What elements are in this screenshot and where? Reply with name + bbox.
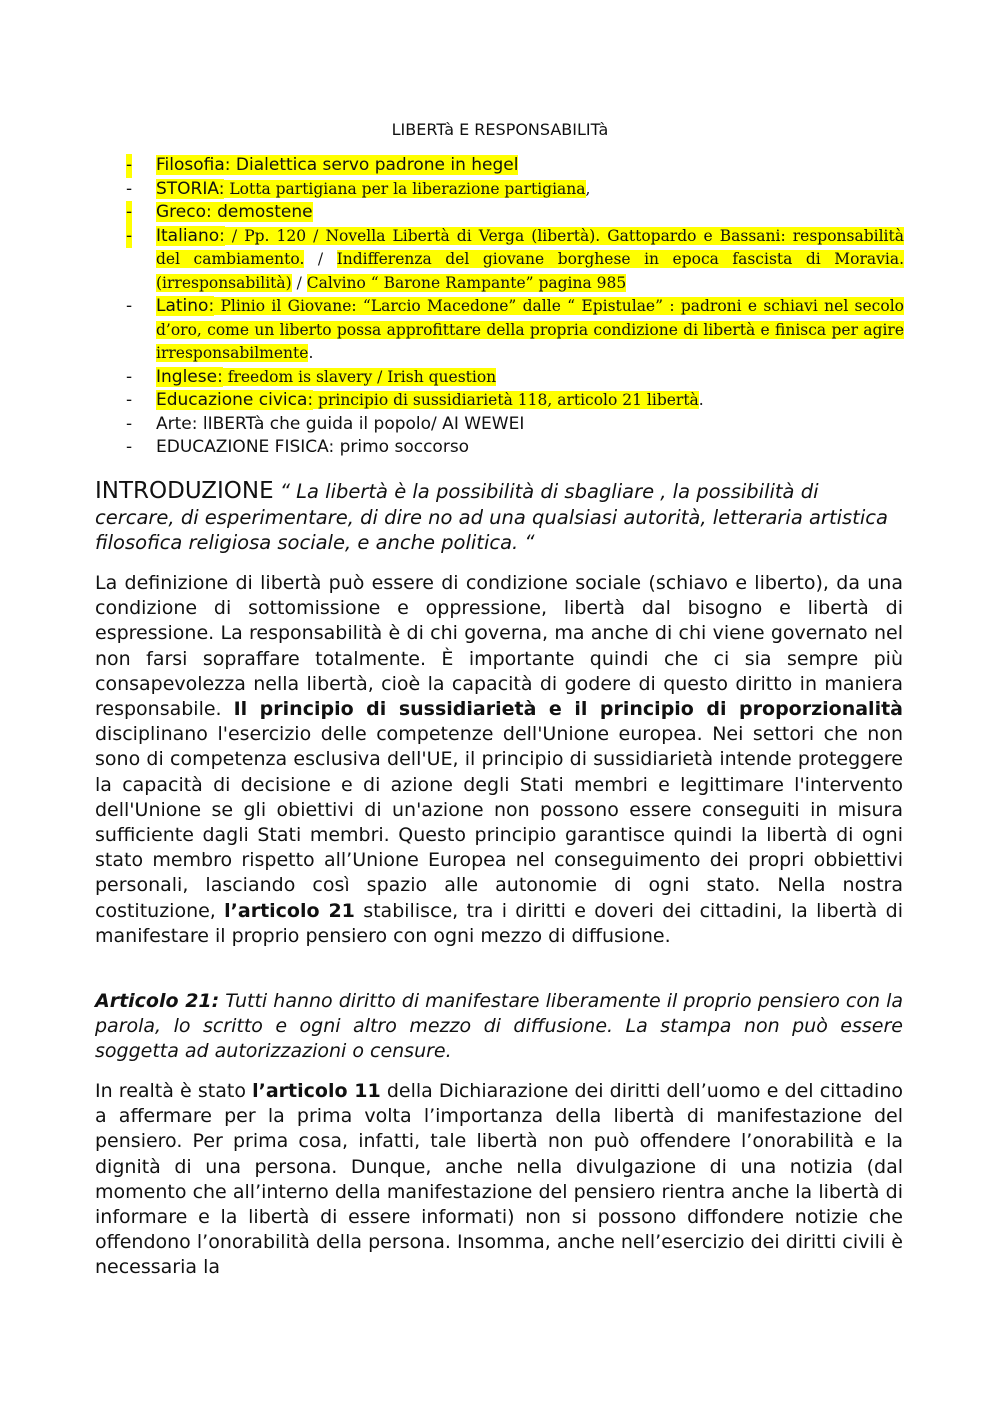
topic-detail: Indifferenza del giovane borghese in epoca fascista di Moravia. (irresponsabilità): [156, 250, 905, 292]
paragraph-definition: [95, 571, 903, 949]
topic-subject: Arte: lIBERTà che guida il popolo/ AI WEWEI: [156, 413, 525, 434]
topic-subject: Italiano:: [156, 225, 225, 246]
topic-subject: Filosofia: Dialettica servo padrone in hegel: [156, 155, 519, 175]
article-label: Articolo 21:: [95, 990, 220, 1012]
paragraph-bold: Il principio di sussidiarietà e il principio di proporzionalità: [233, 698, 903, 721]
topic-subject: Greco: demostene: [156, 202, 313, 222]
article-text: Tutti hanno diritto di manifestare liberamente il proprio pensiero con la parola, lo scritto e ogni altro mezzo di diffusione. La stampa non può essere soggetta ad autorizzazioni o censure.: [95, 990, 903, 1063]
topic-item-italiano: [126, 225, 904, 296]
topic-subject: EDUCAZIONE FISICA: primo soccorso: [156, 437, 470, 457]
introduction: [95, 479, 903, 556]
list-dash: -: [126, 296, 133, 316]
topic-item-educazione-civica: [126, 389, 904, 413]
topic-item-storia: [126, 178, 904, 202]
topic-separator: /: [291, 273, 307, 292]
topic-item-arte: [126, 413, 904, 437]
intro-quote: “ La libertà è la possibilità di sbagliare , la possibilità di cercare, di esperimentare, di dire no ad una qualsiasi autorità, letteraria artistica filosofica religiosa sociale, e anche politica. “: [95, 480, 888, 554]
topic-subject: Inglese:: [156, 366, 223, 387]
topic-subject: Latino:: [156, 296, 215, 316]
list-dash: -: [126, 413, 133, 434]
list-dash: -: [126, 178, 133, 199]
paragraph-article-11: [95, 1079, 903, 1281]
list-dash: -: [126, 225, 132, 249]
topic-list: [126, 154, 904, 460]
topic-subject: STORIA:: [156, 178, 225, 199]
document-title: LIBERTà E RESPONSABILITà: [391, 120, 609, 139]
topic-tail: ,: [585, 179, 591, 198]
topic-item-latino: [126, 295, 904, 366]
topic-detail: principio di sussidiarietà 118, articolo 21 libertà: [313, 391, 699, 409]
list-dash: -: [126, 390, 133, 410]
list-dash: -: [126, 437, 133, 457]
topic-detail: Calvino “ Barone Rampante” pagina 985: [306, 273, 627, 292]
paragraph-bold: l’articolo 11: [252, 1080, 381, 1102]
list-dash: -: [126, 366, 133, 387]
topic-tail: .: [698, 391, 704, 409]
paragraph-text: della Dichiarazione dei diritti dell’uomo e del cittadino a affermare per la prima volta l’importanza della libertà di manifestazione del pensiero. Per prima cosa, infatti, tale libertà non può offendere l’onorabilità e la dignità di una persona. Dunque, anche nella divulgazione di una notizia (dal momento che all’interno della manifestazione del pensiero rientra anche la libertà di informare e la libertà di essere informati) non si possono diffondere notizie che offendono l’onorabilità della persona. Insomma, anche nell’esercizio dei diritti civili è necessaria la: [95, 1080, 903, 1279]
article-21-quote: [95, 989, 903, 1065]
topic-item-educazione-fisica: [126, 436, 904, 460]
list-dash: -: [126, 154, 132, 178]
topic-item-filosofia: [126, 154, 904, 178]
intro-heading: INTRODUZIONE: [95, 478, 274, 504]
topic-item-inglese: [126, 366, 904, 390]
paragraph-text: stabilisce, tra i diritti e doveri dei cittadini, la libertà di manifestare il proprio pensiero con ogni mezzo di diffusione.: [95, 899, 903, 947]
paragraph-text: In realtà è stato: [95, 1080, 253, 1102]
paragraph-bold: l’articolo 21: [224, 899, 355, 922]
topic-item-greco: [126, 201, 904, 225]
paragraph-text: disciplinano l'esercizio delle competenze dell'Unione europea. Nei settori che non sono di competenza esclusiva dell'UE, il principio di sussidiarietà intende proteggere la capacità di decisione e di azione degli Stati membri e legittimare l'intervento dell'Unione se gli obiettivi di un'azione non possono essere conseguiti in misura sufficiente dagli Stati membri. Questo principio garantisce quindi la libertà di ogni stato membro rispetto all’Unione Europea nel conseguimento dei propri obbiettivi personali, lasciando così spazio alle autonomie di ogni stato. Nella nostra costituzione,: [95, 723, 903, 922]
topic-detail: freedom is slavery / Irish question: [222, 367, 497, 386]
list-dash: -: [126, 201, 132, 225]
topic-detail: / Pp. 120 / Novella Libertà di Verga (libertà). Gattopardo e Bassani: responsabilità del cambiamento.: [156, 226, 904, 268]
topic-subject: Educazione civica:: [156, 390, 314, 410]
topic-detail: Lotta partigiana per la liberazione partigiana: [224, 179, 586, 198]
topic-detail: Plinio il Giovane: “Larcio Macedone” dalle “ Epistulae” : padroni e schiavi nel secolo d’oro, come un liberto possa approfittare della propria condizione di libertà e finisca per agire irresponsabilmente: [156, 297, 904, 362]
paragraph-text: La definizione di libertà può essere di condizione sociale (schiavo e liberto), da una condizione di sottomissione e oppressione, libertà dal bisogno e libertà di espressione. La responsabilità è di chi governa, ma anche di chi viene governato nel non farsi sopraffare totalmente. È importante quindi che ci sia sempre più consapevolezza nella libertà, cioè la capacità di godere di questo diritto in maniera responsabile.: [95, 572, 903, 721]
topic-tail: .: [308, 344, 314, 362]
topic-separator: /: [304, 250, 337, 268]
